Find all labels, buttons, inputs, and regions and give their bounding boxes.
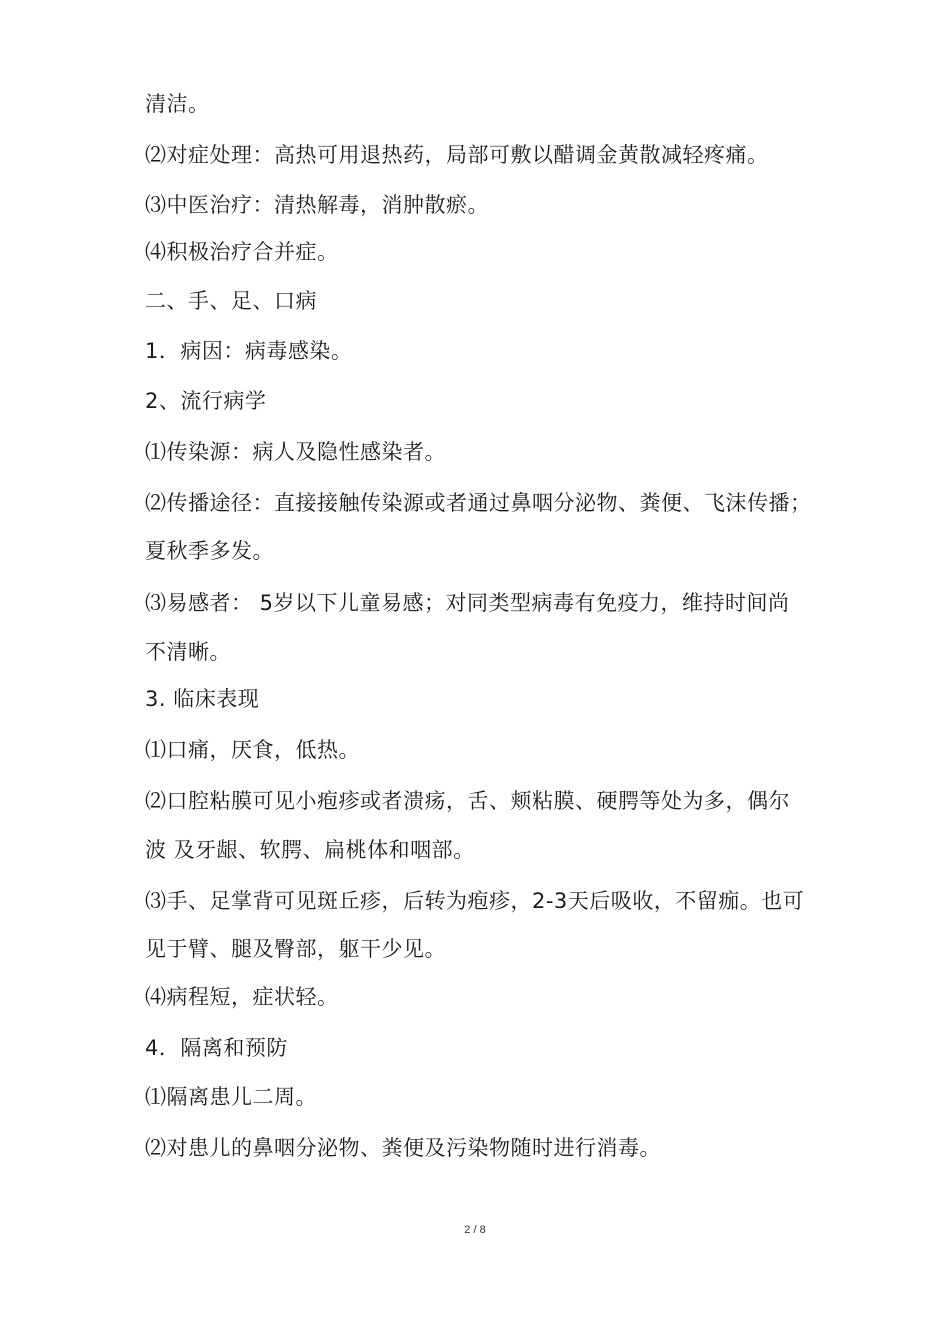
subsection-heading: 2、流行病学 bbox=[145, 389, 267, 413]
text-line: ⑶易感者： 5岁以下儿童易感；对同类型病毒有免疫力，维持时间尚 bbox=[145, 591, 790, 615]
text-line: ⑷病程短，症状轻。 bbox=[145, 985, 339, 1009]
text-line: ⑶手、足掌背可见斑丘疹，后转为疱疹，2-3天后吸收，不留痂。也可 bbox=[145, 889, 805, 913]
text-line: ⑴隔离患儿二周。 bbox=[145, 1085, 317, 1109]
text-line: 波 及牙龈、软腭、扁桃体和咽部。 bbox=[145, 838, 475, 862]
text-line: 夏秋季多发。 bbox=[145, 539, 274, 563]
text-line: 1．病因：病毒感染。 bbox=[145, 339, 353, 363]
text-line: ⑵口腔粘膜可见小疱疹或者溃疡，舌、颊粘膜、硬腭等处为多，偶尔 bbox=[145, 789, 790, 813]
text-line: ⑵对患儿的鼻咽分泌物、粪便及污染物随时进行消毒。 bbox=[145, 1136, 661, 1160]
section-heading: 二、手、足、口病 bbox=[145, 289, 317, 313]
text-line: 见于臂、腿及臀部，躯干少见。 bbox=[145, 937, 446, 961]
text-line: ⑷积极治疗合并症。 bbox=[145, 240, 339, 264]
page-number: 2 / 8 bbox=[464, 1224, 486, 1236]
text-line: ⑴传染源：病人及隐性感染者。 bbox=[145, 440, 446, 464]
text-line: ⑴口痛，厌食，低热。 bbox=[145, 738, 360, 762]
text-line: ⑶中医治疗：清热解毒，消肿散瘀。 bbox=[145, 193, 489, 217]
subsection-heading: 4．隔离和预防 bbox=[145, 1036, 288, 1060]
text-line: ⑵传播途径：直接接触传染源或者通过鼻咽分泌物、粪便、飞沫传播； bbox=[145, 491, 812, 515]
text-line: ⑵对症处理：高热可用退热药，局部可敷以醋调金黄散减轻疼痛。 bbox=[145, 143, 769, 167]
text-line: 清洁。 bbox=[145, 92, 210, 116]
subsection-heading: 3. 临床表现 bbox=[145, 687, 260, 711]
text-line: 不清晰。 bbox=[145, 640, 231, 664]
